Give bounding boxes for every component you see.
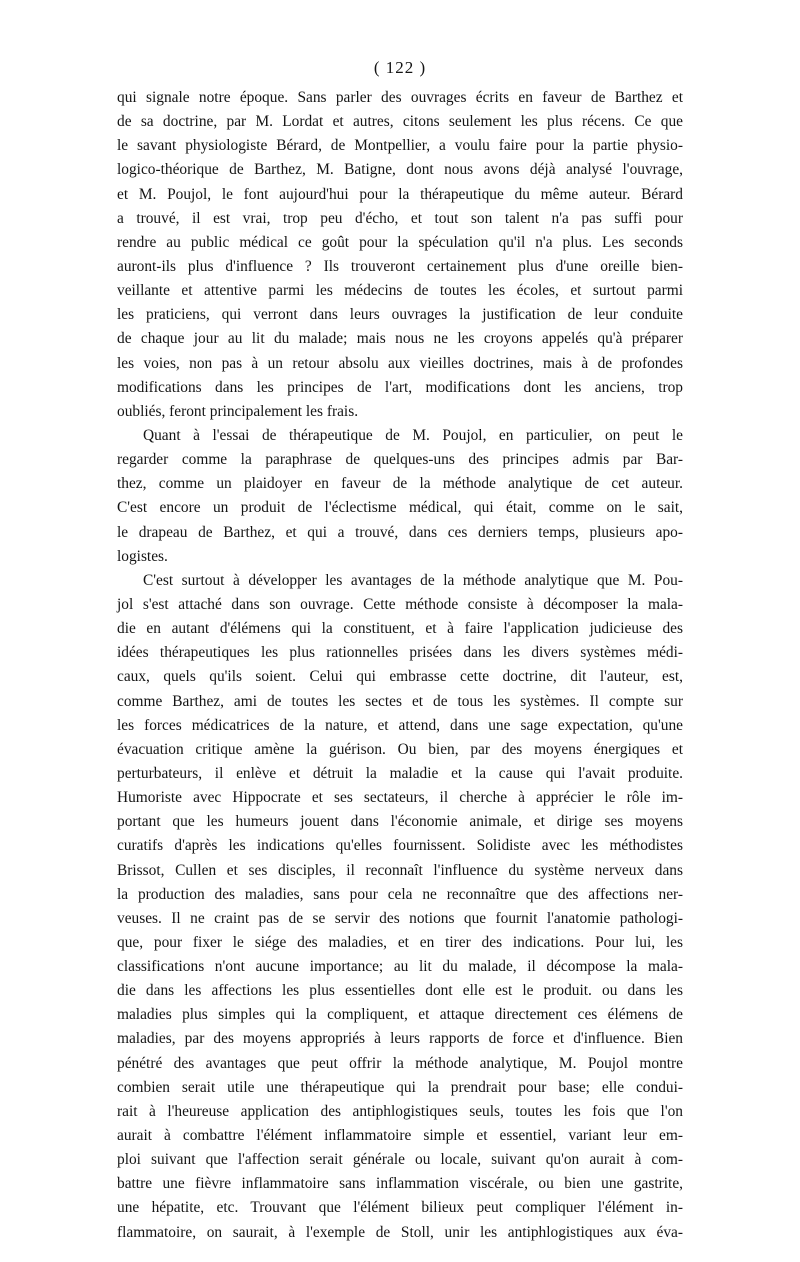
text-line: le savant physiologiste Bérard, de Montpellier, a voulu faire pour la partie physio- — [117, 137, 683, 155]
text-line: die en autant d'élémens qui la constituent, et à faire l'application judicieuse des — [117, 620, 683, 638]
text-line: thez, comme un plaidoyer en faveur de la méthode analytique de cet auteur. — [117, 475, 683, 493]
text-line: classifications n'ont aucune importance; au lit du malade, il décompose la mala- — [117, 958, 683, 976]
text-line: combien serait utile une thérapeutique qui la prendrait pour base; elle condui- — [117, 1078, 683, 1096]
text-line: les forces médicatrices de la nature, et attend, dans une sage expectation, qu'une — [117, 716, 683, 734]
text-line: la production des maladies, sans pour cela ne reconnaître que des affections ner- — [117, 885, 683, 903]
text-line: pénétré des avantages que peut offrir la méthode analytique, M. Poujol montre — [117, 1054, 683, 1072]
text-line: maladies, par des moyens appropriés à leurs rapports de force et d'influence. Bien — [117, 1030, 683, 1048]
text-line: battre une fièvre inflammatoire sans inflammation viscérale, ou bien une gastrite, — [117, 1175, 683, 1193]
text-line: C'est encore un produit de l'éclectisme médical, qui était, comme on le sait, — [117, 499, 683, 517]
text-line: de sa doctrine, par M. Lordat et autres, citons seulement les plus récens. Ce que — [117, 113, 683, 131]
text-line: évacuation critique amène la guérison. Ou bien, par des moyens énergiques et — [117, 740, 683, 758]
text-line: comme Barthez, ami de toutes les sectes et de tous les systèmes. Il compte sur — [117, 692, 683, 710]
paragraph-start-line: C'est surtout à développer les avantages de la méthode analytique que M. Pou- — [143, 571, 683, 589]
text-line: maladies plus simples qui la compliquent, et attaque directement ces élémens de — [117, 1006, 683, 1024]
text-line: le drapeau de Barthez, et qui a trouvé, dans ces derniers temps, plusieurs apo- — [117, 523, 683, 541]
text-line: veillante et attentive parmi les médecins de toutes les écoles, et surtout parmi — [117, 282, 683, 300]
paragraph-start-line: Quant à l'essai de thérapeutique de M. Poujol, en particulier, on peut le — [143, 426, 683, 444]
text-line: veuses. Il ne craint pas de se servir des notions que fournit l'anatomie pathologi- — [117, 909, 683, 927]
text-line: portant que les humeurs jouent dans l'économie animale, et dirige ses moyens — [117, 813, 683, 831]
text-line: idées thérapeutiques les plus rationnelles prisées dans les divers systèmes médi- — [117, 644, 683, 662]
text-line: auront-ils plus d'influence ? Ils trouveront certainement plus d'une oreille bien- — [117, 257, 683, 275]
text-line: curatifs d'après les indications qu'elles fournissent. Solidiste avec les méthodistes — [117, 837, 683, 855]
paragraph-end-line: logistes. — [117, 547, 168, 565]
text-line: aurait à combattre l'élément inflammatoire simple et essentiel, variant leur em- — [117, 1127, 683, 1145]
text-line: regarder comme la paraphrase de quelques-uns des principes admis par Bar- — [117, 451, 683, 469]
text-line: caux, quels qu'ils soient. Celui qui embrasse cette doctrine, dit l'auteur, est, — [117, 668, 683, 686]
text-line: Brissot, Cullen et ses disciples, il reconnaît l'influence du système nerveux dans — [117, 861, 683, 879]
text-line: ploi suivant que l'affection serait générale ou locale, suivant qu'on aurait à com- — [117, 1151, 683, 1169]
text-line: les voies, non pas à un retour absolu aux vieilles doctrines, mais à de profondes — [117, 354, 683, 372]
text-line: perturbateurs, il enlève et détruit la maladie et la cause qui l'avait produite. — [117, 764, 683, 782]
text-line: une hépatite, etc. Trouvant que l'élément bilieux peut compliquer l'élément in- — [117, 1199, 683, 1217]
text-line: les praticiens, qui verront dans leurs ouvrages la justification de leur conduite — [117, 306, 683, 324]
text-line: de chaque jour au lit du malade; mais nous ne les croyons appelés qu'à préparer — [117, 330, 683, 348]
text-line: rendre au public médical ce goût pour la spéculation qu'il n'a plus. Les seconds — [117, 233, 683, 251]
text-line: que, pour fixer le siége des maladies, et en tirer des indications. Pour lui, les — [117, 933, 683, 951]
text-line: die dans les affections les plus essentielles dont elle est le produit. ou dans les — [117, 982, 683, 1000]
text-line: et M. Poujol, le font aujourd'hui pour la thérapeutique du même auteur. Bérard — [117, 185, 683, 203]
text-line: modifications dans les principes de l'art, modifications dont les anciens, trop — [117, 378, 683, 396]
body-text — [117, 86, 683, 1245]
text-line: rait à l'heureuse application des antiphlogistiques seuls, toutes les fois que l'on — [117, 1102, 683, 1120]
text-line: a trouvé, il est vrai, trop peu d'écho, et tout son talent n'a pas suffi pour — [117, 209, 683, 227]
text-line: Humoriste avec Hippocrate et ses sectateurs, il cherche à apprécier le rôle im- — [117, 789, 683, 807]
text-line: logico-théorique de Barthez, M. Batigne, dont nous avons déjà analysé l'ouvrage, — [117, 161, 683, 179]
text-line: flammatoire, on saurait, à l'exemple de Stoll, unir les antiphlogistiques aux éva- — [117, 1223, 683, 1241]
paragraph-end-line: oubliés, feront principalement les frais. — [117, 402, 359, 420]
text-line: qui signale notre époque. Sans parler des ouvrages écrits en faveur de Barthez et — [117, 89, 683, 106]
page-number: ( 122 ) — [373, 58, 427, 77]
text-line: jol s'est attaché dans son ouvrage. Cette méthode consiste à décomposer la mala- — [117, 595, 683, 613]
